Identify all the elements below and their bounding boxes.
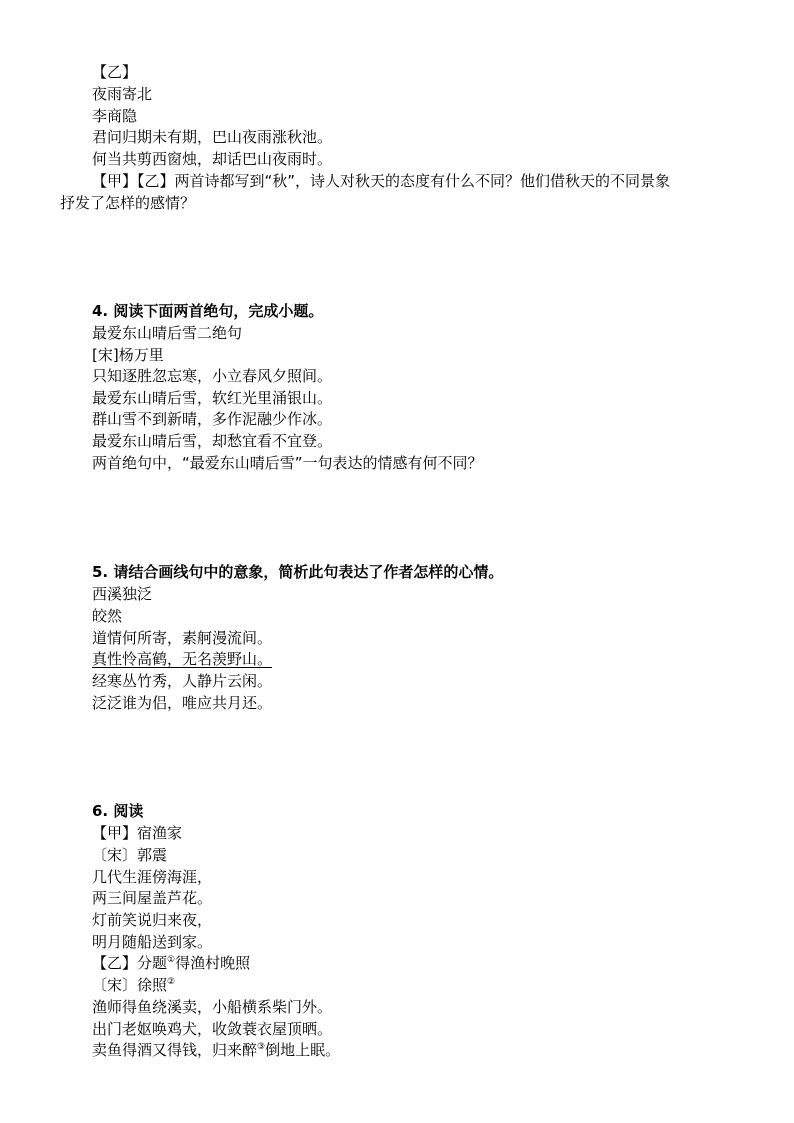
poem-line-text: 倒地上眠。: [265, 1041, 341, 1059]
poem-line: 出门老妪唤鸡犬，收敛蓑衣屋顶晒。: [92, 1020, 333, 1038]
question-text: 两首绝句中，“最爱东山晴后雪”一句表达的情感有何不同？: [92, 454, 483, 472]
poem-title-text: 【乙】分题: [92, 954, 168, 972]
poem-line: 渔师得鱼绕溪卖，小船横系柴门外。: [92, 998, 333, 1016]
poem-line: 群山雪不到新晴，多作泥融少作冰。: [92, 410, 333, 428]
question-text-continued: 抒发了怎样的感情？: [60, 194, 196, 212]
question-6-heading: 6. 阅读: [92, 802, 144, 820]
poem-line: 几代生涯傍海涯，: [92, 868, 213, 886]
poem-author: [宋]杨万里: [92, 346, 164, 364]
poem-author: [92, 975, 175, 996]
footnote-marker: ②: [167, 977, 176, 987]
poem-line: 明月随船送到家。: [92, 933, 213, 951]
poem-line: [92, 1040, 340, 1061]
poem-line-text: 卖鱼得酒又得钱，归来醉: [92, 1041, 258, 1059]
poem-line: 泛泛谁为侣，唯应共月还。: [92, 694, 273, 712]
poem-label: 【乙】: [92, 63, 138, 81]
poem-title-text: 得渔村晚照: [175, 954, 251, 972]
question-text: 【甲】【乙】两首诗都写到“秋”，诗人对秋天的态度有什么不同？他们借秋天的不同景象: [92, 172, 671, 190]
poem-line: 何当共剪西窗烛，却话巴山夜雨时。: [92, 150, 333, 168]
footnote-marker: ①: [167, 955, 176, 965]
poem-author: 〔宋〕郭震: [92, 846, 168, 864]
question-5-heading: 5. 请结合画线句中的意象，简析此句表达了作者怎样的心情。: [92, 563, 504, 581]
poem-line: 君问归期未有期，巴山夜雨涨秋池。: [92, 128, 333, 146]
poem-line: 道情何所寄，素舸漫流间。: [92, 629, 273, 647]
underlined-poem-line: 真性怜高鹤，无名羡野山。: [92, 650, 273, 668]
poem-title: 【甲】宿渔家: [92, 824, 183, 842]
poem-author-text: 〔宋〕徐照: [92, 976, 168, 994]
poem-title: 最爱东山晴后雪二绝句: [92, 324, 243, 342]
poem-title: [92, 953, 250, 974]
poem-line: 灯前笑说归来夜，: [92, 911, 213, 929]
question-4-heading: 4. 阅读下面两首绝句，完成小题。: [92, 302, 324, 320]
poem-author: 李商隐: [92, 107, 138, 125]
poem-line: 最爱东山晴后雪，软红光里涌银山。: [92, 389, 333, 407]
poem-line: 两三间屋盖芦花。: [92, 889, 213, 907]
poem-title: 西溪独泛: [92, 585, 153, 603]
poem-line: 最爱东山晴后雪，却愁宜看不宜登。: [92, 432, 333, 450]
poem-title: 夜雨寄北: [92, 85, 153, 103]
poem-author: 皎然: [92, 607, 123, 625]
poem-line: 只知逐胜忽忘寒，小立春风夕照间。: [92, 367, 333, 385]
footnote-marker: ③: [257, 1042, 266, 1052]
poem-line: 经寒丛竹秀，人静片云闲。: [92, 672, 273, 690]
